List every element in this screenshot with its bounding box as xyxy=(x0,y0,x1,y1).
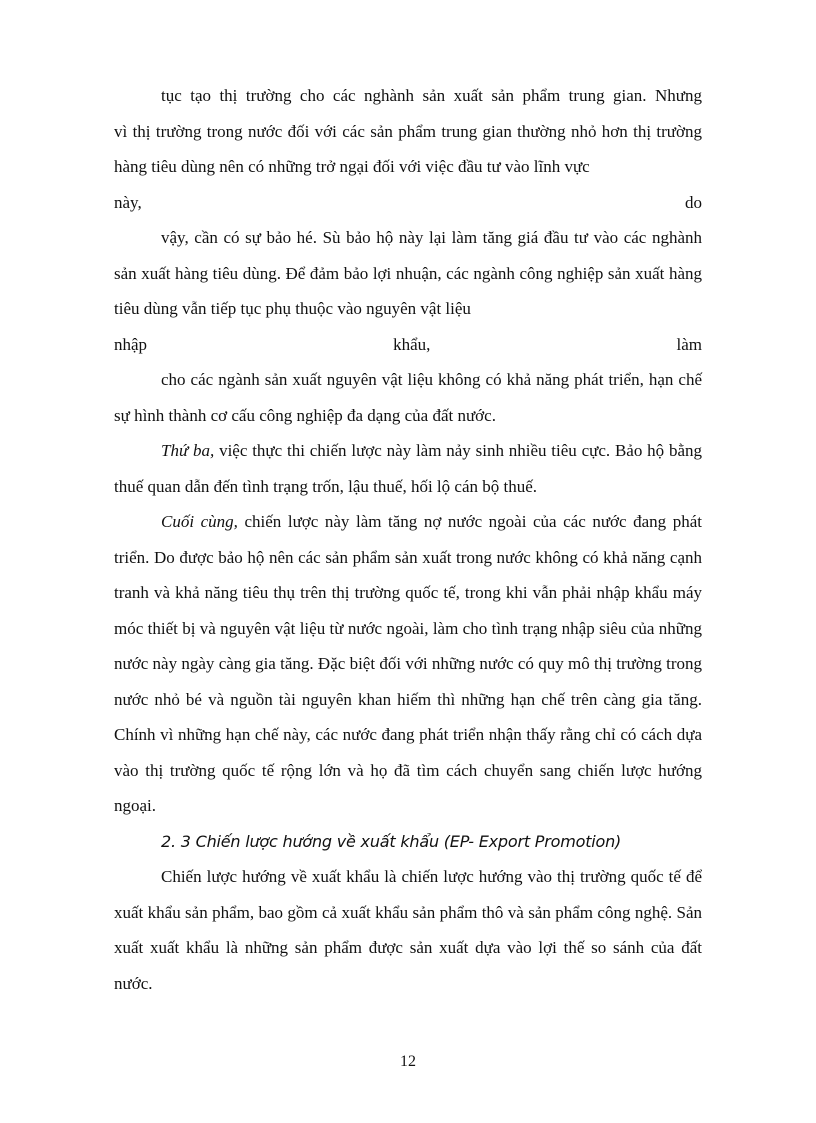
section-heading: 2. 3 Chiến lược hướng về xuất khẩu (EP- Export Promotion) xyxy=(161,831,622,851)
paragraph-2-last-line: nhập khẩu, làm xyxy=(114,334,702,354)
page-number: 12 xyxy=(400,1053,416,1070)
paragraph-1-continued: vì thị trường trong nước đối với các sản phẩm trung gian thường nhỏ hơn thị trường hàng tiêu dùng nên có những trở ngại đối với việc đầu tư vào lĩnh vực xyxy=(114,121,702,176)
paragraph-1-last-line: này, do xyxy=(114,192,702,212)
paragraph-5-lead: Cuối cùng, xyxy=(161,512,238,531)
paragraph-6: Chiến lược hướng về xuất khẩu là chiến lược hướng vào thị trường quốc tế để xuất khẩu sản phẩm, bao gồm cả xuất khẩu sản phẩm thô và sản phẩm công nghệ. Sản xuất xuất khẩu là những sản phẩm được sản xuất dựa vào lợi thế so sánh của đất nước. xyxy=(114,867,702,993)
paragraph-5 xyxy=(114,504,702,824)
paragraph-4 xyxy=(114,433,702,504)
paragraph-4-lead: Thứ ba, xyxy=(161,441,215,460)
paragraph-4-body: việc thực thi chiến lược này làm nảy sinh nhiều tiêu cực. Bảo hộ bằng thuế quan dẫn đến tình trạng trốn, lậu thuế, hối lộ cán bộ thuế. xyxy=(114,441,702,496)
paragraph-5-body: chiến lược này làm tăng nợ nước ngoài của các nước đang phát triển. Do được bảo hộ nên các sản phẩm sản xuất trong nước không có khả năng cạnh tranh và khả năng tiêu thụ trên thị trường quốc tế, trong khi vẫn phải nhập khẩu máy móc thiết bị và nguyên vật liệu từ nước ngoài, làm cho tình trạng nhập siêu của những nước này ngày càng gia tăng. Đặc biệt đối với những nước có quy mô thị trường trong nước nhỏ bé và nguồn tài nguyên khan hiếm thì những hạn chế trên càng gia tăng. Chính vì những hạn chế này, các nước đang phát triển nhận thấy rằng chỉ có cách dựa vào thị trường quốc tế rộng lớn và họ đã tìm cách chuyển sang chiến lược hướng ngoại. xyxy=(114,512,703,815)
document-body xyxy=(114,78,702,1001)
paragraph-3: cho các ngành sản xuất nguyên vật liệu không có khả năng phát triển, hạn chế sự hình thành cơ cấu công nghiệp đa dạng của đất nước. xyxy=(114,370,702,425)
paragraph-2: vậy, cần có sự bảo hé. Sù bảo hộ này lại làm tăng giá đầu tư vào các nghành sản xuất hàng tiêu dùng. Để đảm bảo lợi nhuận, các ngành công nghiệp sản xuất hàng tiêu dùng vẫn tiếp tục phụ thuộc vào nguyên vật liệu xyxy=(114,228,702,318)
paragraph-1-first-line: tục tạo thị trường cho các nghành sản xuất sản phẩm trung gian. Nhưng xyxy=(161,86,702,105)
